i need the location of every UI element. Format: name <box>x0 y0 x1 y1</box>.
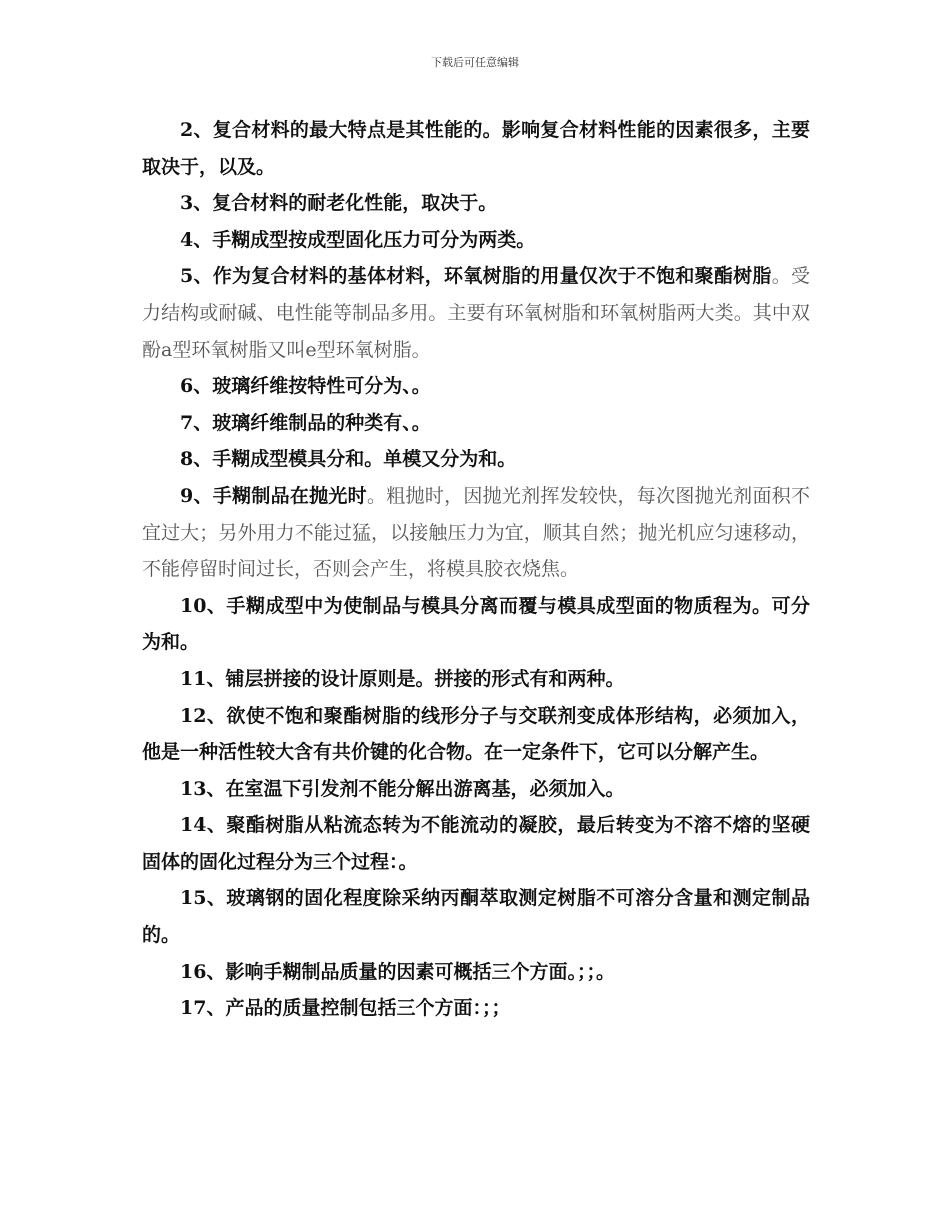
question-text: 3、复合材料的耐老化性能，取决于。 <box>180 192 498 215</box>
question-paragraph <box>142 990 810 1027</box>
question-text: 14、聚酯树脂从粘流态转为不能流动的凝胶，最后转变为不溶不熔的坚硬固体的固化过程分为三个过程：。 <box>142 814 810 873</box>
question-paragraph <box>142 112 810 185</box>
question-text: 13、在室温下引发剂不能分解出游离基，必须加入。 <box>180 777 625 800</box>
question-paragraph <box>142 258 810 368</box>
question-paragraph <box>142 807 810 880</box>
answer-text: 。粗抛时，因抛光剂挥发较快，每次图抛光剂面积不宜过大；另外用力不能过猛，以接触压力为宜，顺其自然；抛光机应匀速移动，不能停留时间过长，否则会产生，将模具胶衣烧焦。 <box>142 484 810 581</box>
answer-text: 。受力结构或耐碱、电性能等制品多用。主要有环氧树脂和环氧树脂两大类。其中双酚a型环氧树脂又叫e型环氧树脂。 <box>142 265 810 361</box>
question-text: 5、作为复合材料的基体材料，环氧树脂的用量仅次于不饱和聚酯树脂 <box>180 265 772 288</box>
question-text: 8、手糊成型模具分和。单模又分为和。 <box>180 448 517 471</box>
question-text: 16、影响手糊制品质量的因素可概括三个方面。；；。 <box>180 960 615 983</box>
question-paragraph <box>142 880 810 953</box>
question-text: 11、铺层拼接的设计原则是。拼接的形式有和两种。 <box>180 667 625 690</box>
question-paragraph <box>142 405 810 442</box>
page-header: 下载后可任意编辑 <box>431 56 519 69</box>
question-text: 10、手糊成型中为使制品与模具分离而覆与模具成型面的物质程为。可分为和。 <box>142 594 810 654</box>
question-paragraph <box>142 771 810 808</box>
question-paragraph <box>142 698 810 771</box>
question-paragraph <box>142 222 810 259</box>
question-paragraph <box>142 661 810 698</box>
question-paragraph <box>142 185 810 222</box>
question-paragraph <box>142 588 810 661</box>
question-text: 2、复合材料的最大特点是其性能的。影响复合材料性能的因素很多，主要取决于，以及。 <box>142 119 810 178</box>
question-text: 17、产品的质量控制包括三个方面：；； <box>180 997 511 1020</box>
question-text: 7、玻璃纤维制品的种类有、。 <box>180 411 431 434</box>
question-paragraph <box>142 478 810 588</box>
question-paragraph <box>142 441 810 478</box>
document-body <box>142 112 810 1027</box>
question-text: 6、玻璃纤维按特性可分为、。 <box>180 375 431 398</box>
question-text: 9、手糊制品在抛光时 <box>180 484 367 507</box>
question-paragraph <box>142 954 810 991</box>
question-text: 15、玻璃钢的固化程度除采纳丙酮萃取测定树脂不可溶分含量和测定制品的。 <box>142 887 810 947</box>
question-text: 4、手糊成型按成型固化压力可分为两类。 <box>180 228 536 251</box>
question-paragraph <box>142 368 810 405</box>
question-text: 12、欲使不饱和聚酯树脂的线形分子与交联剂变成体形结构，必须加入，他是一种活性较大含有共价键的化合物。在一定条件下，它可以分解产生。 <box>142 704 810 764</box>
